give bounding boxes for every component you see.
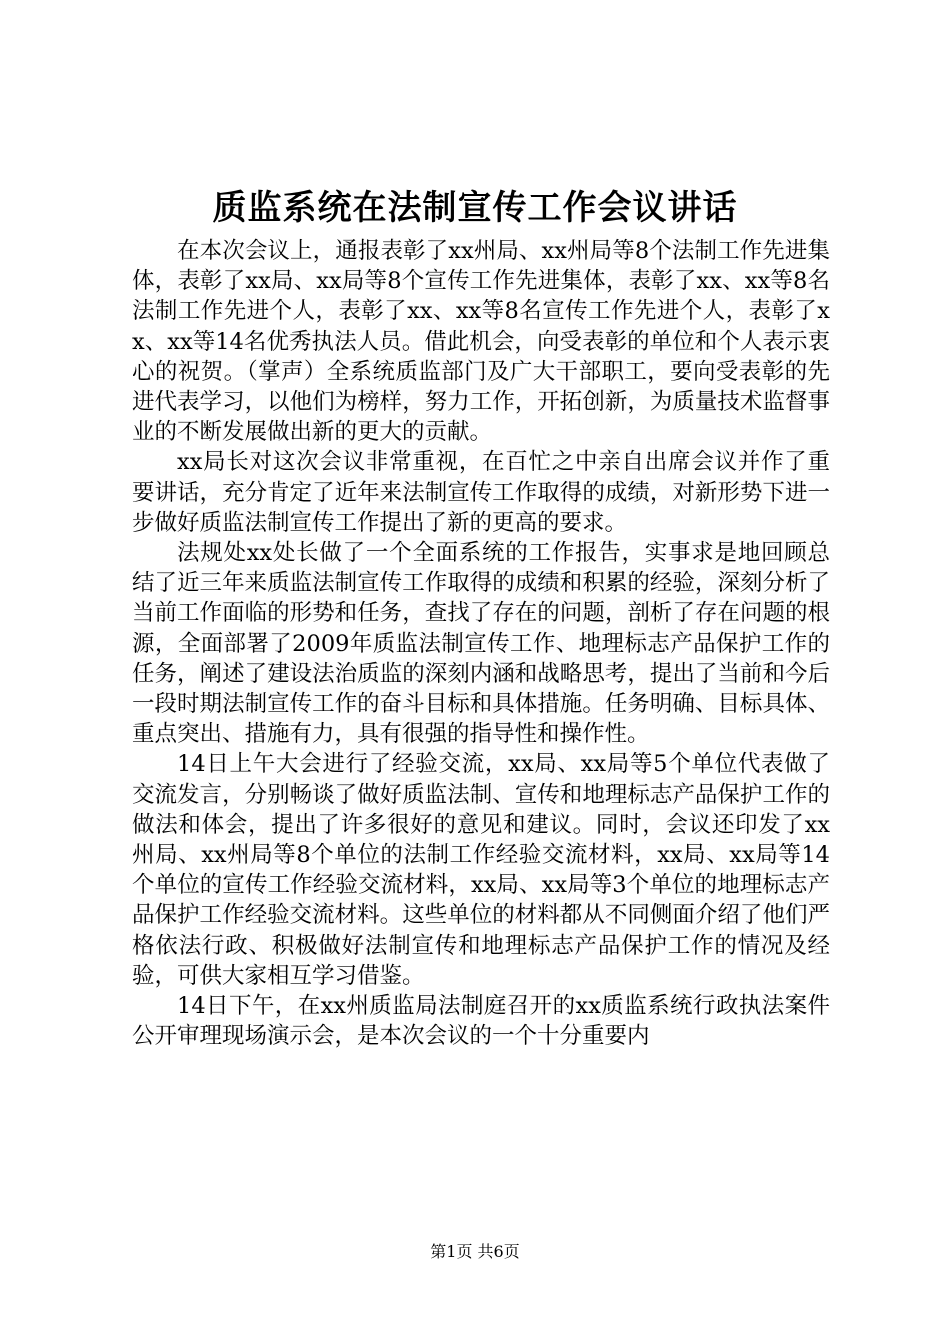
- paragraph-2: xx局长对这次会议非常重视，在百忙之中亲自出席会议并作了重要讲话，充分肯定了近年来法制宣传工作取得的成绩，对新形势下进一步做好质监法制宣传工作提出了新的更高的要求。: [132, 449, 830, 536]
- page-number-footer: 第1页 共6页: [430, 1242, 520, 1261]
- paragraph-1: 在本次会议上，通报表彰了xx州局、xx州局等8个法制工作先进集体，表彰了xx局、xx局等8个宣传工作先进集体，表彰了xx、xx等8名法制工作先进个人，表彰了xx、xx等8名宣传工作先进个人，表彰了xx、xx等14名优秀执法人员。借此机会，向受表彰的单位和个人表示衷心的祝贺。（掌声）全系统质监部门及广大干部职工，要向受表彰的先进代表学习，以他们为榜样，努力工作，开拓创新，为质量技术监督事业的不断发展做出新的更大的贡献。: [132, 238, 830, 446]
- paragraph-3: 法规处xx处长做了一个全面系统的工作报告，实事求是地回顾总结了近三年来质监法制宣传工作取得的成绩和积累的经验，深刻分析了当前工作面临的形势和任务，查找了存在的问题，剖析了存在问题的根源，全面部署了2009年质监法制宣传工作、地理标志产品保护工作的任务，阐述了建设法治质监的深刻内涵和战略思考，提出了当前和今后一段时期法制宣传工作的奋斗目标和具体措施。任务明确、目标具体、重点突出、措施有力，具有很强的指导性和操作性。: [132, 540, 830, 748]
- paragraph-4: 14日上午大会进行了经验交流，xx局、xx局等5个单位代表做了交流发言，分别畅谈了做好质监法制、宣传和地理标志产品保护工作的做法和体会，提出了许多很好的意见和建议。同时，会议还印发了xx州局、xx州局等8个单位的法制工作经验交流材料，xx局、xx局等14个单位的宣传工作经验交流材料，xx局、xx局等3个单位的地理标志产品保护工作经验交流材料。这些单位的材料都从不同侧面介绍了他们严格依法行政、积极做好法制宣传和地理标志产品保护工作的情况及经验，可供大家相互学习借鉴。: [132, 751, 830, 989]
- document-body: [132, 236, 830, 1051]
- paragraph-5: 14日下午，在xx州质监局法制庭召开的xx质监系统行政执法案件公开审理现场演示会，是本次会议的一个十分重要内: [132, 993, 830, 1050]
- page-title: 质监系统在法制宣传工作会议讲话: [212, 188, 738, 228]
